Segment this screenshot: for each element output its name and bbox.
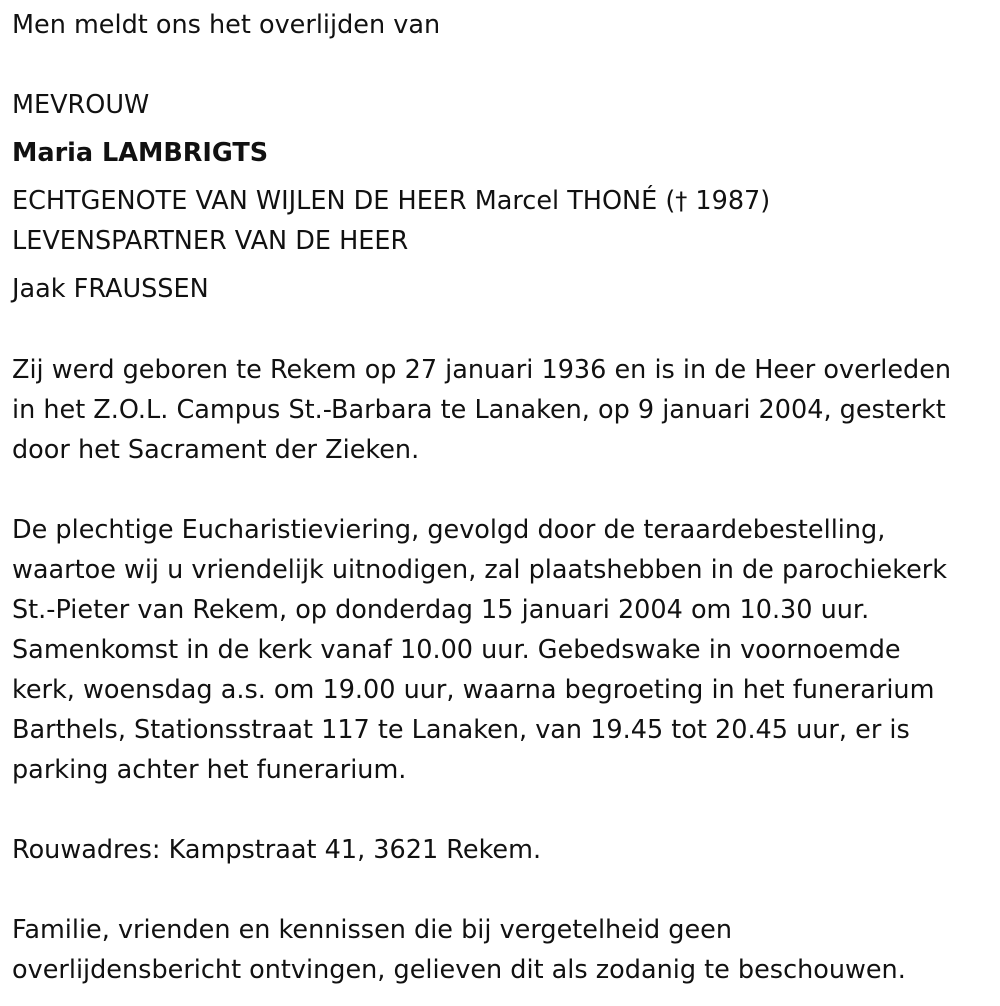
paragraph-line: overlijdensbericht ontvingen, gelieven dit als zodanig te beschouwen. <box>12 955 906 985</box>
spouse-line <box>12 181 990 221</box>
paragraph-line: Familie, vrienden en kennissen die bij vergetelheid geen <box>12 915 732 945</box>
birth-paragraph <box>12 350 990 470</box>
paragraph-line: De plechtige Eucharistieviering, gevolgd door de teraardebestelling, <box>12 515 886 545</box>
paragraph-line: Zij werd geboren te Rekem op 27 januari 1936 en is in de Heer overleden <box>12 355 952 385</box>
closing-paragraph <box>12 910 990 990</box>
partner-name: Jaak FRAUSSEN <box>12 274 209 304</box>
paragraph-line: waartoe wij u vriendelijk uitnodigen, zal plaatshebben in de parochiekerk <box>12 555 948 585</box>
paragraph-line: St.-Pieter van Rekem, op donderdag 15 januari 2004 om 10.30 uur. <box>12 595 870 625</box>
paragraph-line: kerk, woensdag a.s. om 19.00 uur, waarna begroeting in het funerarium <box>12 675 935 705</box>
title-prefix: MEVROUW <box>12 90 150 120</box>
paragraph-line: in het Z.O.L. Campus St.-Barbara te Lanaken, op 9 januari 2004, gesterkt <box>12 395 946 425</box>
ceremony-paragraph <box>12 510 990 790</box>
deceased-name: Maria LAMBRIGTS <box>12 138 269 168</box>
mourning-address: Rouwadres: Kampstraat 41, 3621 Rekem. <box>12 835 542 865</box>
spouse-label: ECHTGENOTE VAN WIJLEN DE HEER Marcel THONÉ ( <box>12 186 676 216</box>
paragraph-line: parking achter het funerarium. <box>12 755 407 785</box>
intro-line: Men meldt ons het overlijden van <box>12 10 441 40</box>
cross-icon: † <box>675 187 688 215</box>
partner-label: LEVENSPARTNER VAN DE HEER <box>12 226 409 256</box>
paragraph-line: Samenkomst in de kerk vanaf 10.00 uur. Gebedswake in voornoemde <box>12 635 901 665</box>
paragraph-line: door het Sacrament der Zieken. <box>12 435 420 465</box>
paragraph-line: Barthels, Stationsstraat 117 te Lanaken, van 19.45 tot 20.45 uur, er is <box>12 715 910 745</box>
spouse-death-year: 1987) <box>687 186 771 216</box>
